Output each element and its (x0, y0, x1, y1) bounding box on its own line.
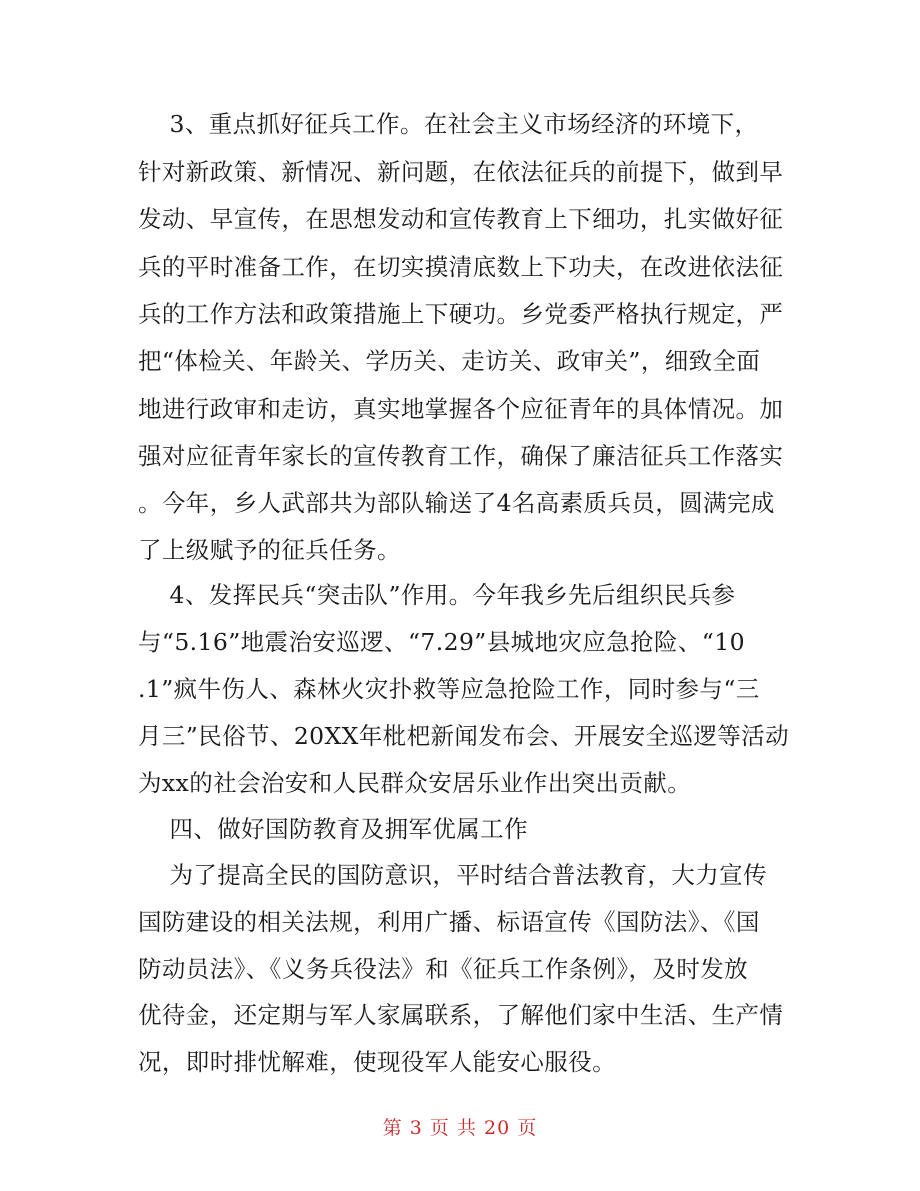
body-text-line: 防动员法》、《义务兵役法》和《征兵工作条例》，及时发放 (138, 955, 749, 983)
body-text-line: 兵的工作方法和政策措施上下硬功。乡党委严格执行规定，严 (138, 300, 784, 328)
body-text-line: 优待金，还定期与军人家属联系，了解他们家中生活、生产情 (138, 1001, 784, 1029)
body-text-line: 针对新政策、新情况、新问题，在依法征兵的前提下，做到早 (138, 158, 784, 186)
body-text-line: 把“体检关、年龄关、学历关、走访关、政审关”，细致全面 (138, 347, 761, 375)
body-text-line: 月三”民俗节、20XX年枇杷新闻发布会、开展安全巡逻等活动 (138, 722, 789, 750)
body-text-line: 了上级赋予的征兵任务。 (138, 536, 401, 564)
body-text-line: .1”疯牛伤人、森林火灾扑救等应急抢险工作，同时参与“三 (138, 675, 760, 703)
body-text-line: 况，即时排忧解难，使现役军人能安心服役。 (138, 1048, 616, 1076)
page-number-footer: 第 3 页 共 20 页 (382, 1117, 538, 1139)
body-text-line: 为xx的社会治安和人民群众安居乐业作出突出贡献。 (138, 769, 692, 797)
body-text-line: 国防建设的相关法规，利用广播、标语宣传《国防法》、《国 (138, 908, 760, 936)
body-text-line: 与“5.16”地震治安巡逻、“7.29”县城地灾应急抢险、“10 (138, 628, 745, 656)
section-heading: 四、做好国防教育及拥军优属工作 (138, 815, 528, 843)
body-text-line: 发动、早宣传，在思想发动和宣传教育上下细功，扎实做好征 (138, 205, 784, 233)
body-text-line: 强对应征青年家长的宣传教育工作，确保了廉洁征兵工作落实 (138, 442, 784, 470)
body-text-line: 地进行政审和走访，真实地掌握各个应征青年的具体情况。加 (138, 395, 784, 423)
body-text-line: 3、重点抓好征兵工作。在社会主义市场经济的环境下， (138, 110, 759, 138)
body-text-line: 。今年，乡人武部共为部队输送了4名高素质兵员，圆满完成 (138, 489, 775, 517)
body-text-line: 4、发挥民兵“突击队”作用。今年我乡先后组织民兵参 (138, 581, 736, 609)
body-text-line: 为了提高全民的国防意识，平时结合普法教育，大力宣传 (138, 861, 767, 889)
body-text-line: 兵的平时准备工作，在切实摸清底数上下功夫，在改进依法征 (138, 253, 784, 281)
